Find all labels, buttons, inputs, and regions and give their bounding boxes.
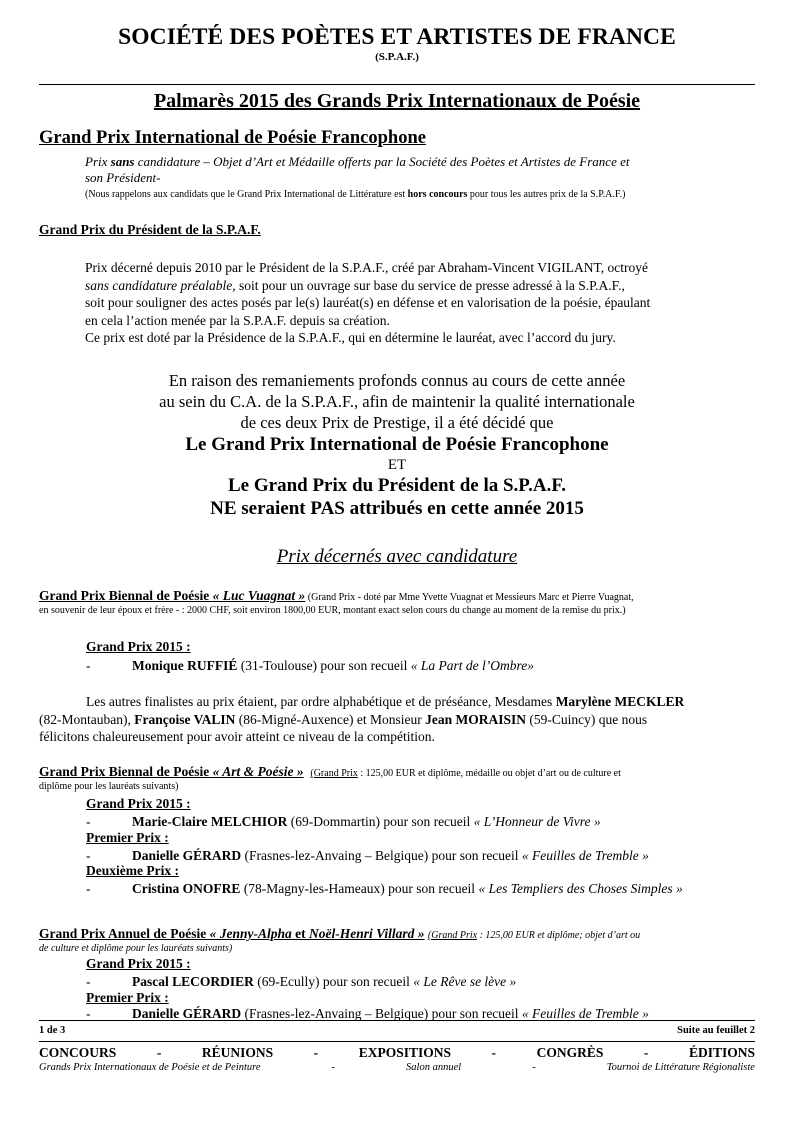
footer-rule-2 bbox=[39, 1041, 755, 1042]
list-dash: - bbox=[86, 881, 91, 896]
winner-location: (69-Dommartin) pour son recueil bbox=[287, 814, 474, 829]
footer-page-row bbox=[39, 1025, 755, 1036]
note-text: (Nous rappelons aux candidats que le Grand Prix International de Littérature est bbox=[85, 189, 408, 200]
announcement-line: de ces deux Prix de Prestige, il a été décidé que bbox=[240, 413, 554, 432]
footer-category: RÉUNIONS bbox=[201, 1045, 274, 1060]
list-dash: - bbox=[86, 658, 91, 673]
winner-name: Danielle GÉRARD bbox=[132, 1006, 242, 1021]
gp-president-paragraph bbox=[85, 259, 755, 347]
footer-category: EXPOSITIONS bbox=[358, 1045, 451, 1060]
winner-name: Danielle GÉRARD bbox=[132, 848, 242, 863]
list-dash: - bbox=[86, 974, 91, 989]
finalists-text: (59-Cuincy) que nous bbox=[525, 711, 648, 727]
footer-subcategories bbox=[39, 1062, 755, 1073]
para-line: Prix décerné depuis 2010 par le Président de la S.P.A.F., créé par Abraham-Vincent VIGILANT, octroyé bbox=[85, 260, 648, 275]
gp-note: (Grand Prix - doté par Mme Yvette Vuagnat et Messieurs Marc et Pierre Vuagnat, bbox=[305, 592, 634, 603]
desc-text: son Président- bbox=[85, 170, 161, 185]
gp-art-poesie-winner-3 bbox=[86, 880, 683, 897]
footer-separator: - bbox=[491, 1045, 497, 1060]
desc-text: Prix bbox=[85, 154, 111, 169]
announcement-et: ET bbox=[387, 457, 407, 473]
gp-vuagnat-winner bbox=[86, 657, 534, 674]
gp-president-title: Grand Prix du Président de la S.P.A.F. bbox=[39, 222, 261, 237]
finalists-text: Les autres finalistes au prix étaient, par ordre alphabétique et de préséance, Mesdames bbox=[86, 694, 556, 709]
footer-separator: - bbox=[643, 1045, 649, 1060]
gp-vuagnat-title bbox=[39, 588, 759, 604]
winner-name: Pascal LECORDIER bbox=[132, 974, 254, 989]
para-line: soit pour souligner des actes posés par le(s) lauréat(s) en défense et en valorisation de la poésie, épaulant bbox=[85, 295, 651, 310]
winner-work: « Feuilles de Tremble » bbox=[521, 1006, 649, 1021]
gp-title-italic: « Art & Poésie » bbox=[212, 764, 304, 779]
announcement-line: En raison des remaniements profonds connus au cours de cette année bbox=[168, 371, 626, 390]
gp-title-text: Grand Prix Annuel de Poésie bbox=[39, 926, 210, 941]
announcement-bold-line: Le Grand Prix International de Poésie Francophone bbox=[185, 434, 609, 455]
gp-note-underlined: (Grand Prix bbox=[310, 768, 358, 779]
footer-categories bbox=[39, 1045, 755, 1061]
gp-note: : 125,00 EUR et diplôme, médaille ou objet d’art ou de culture et bbox=[357, 768, 621, 779]
gp-title-text: Grand Prix Biennal de Poésie bbox=[39, 764, 213, 779]
society-abbreviation: (S.P.A.F.) bbox=[375, 51, 419, 63]
palmares-title: Palmarès 2015 des Grands Prix Internationaux de Poésie bbox=[153, 90, 641, 112]
winner-location: (Frasnes-lez-Anvaing – Belgique) pour son recueil bbox=[241, 1006, 522, 1021]
winner-name: Monique RUFFIÉ bbox=[132, 658, 238, 673]
desc-bold: sans bbox=[110, 154, 135, 169]
prix-decernes-heading: Prix décernés avec candidature bbox=[276, 546, 518, 567]
header-rule bbox=[39, 84, 755, 85]
winner-work: « Le Rêve se lève » bbox=[413, 974, 517, 989]
winner-name: Cristina ONOFRE bbox=[132, 881, 241, 896]
gp-title-italic: Noël-Henri Villard » bbox=[309, 926, 425, 941]
footer-separator: - bbox=[156, 1045, 162, 1060]
note-bold: hors concours bbox=[407, 189, 468, 200]
footer-category: CONGRÈS bbox=[536, 1045, 604, 1060]
winner-location: (69-Ecully) pour son recueil bbox=[253, 974, 414, 989]
footer-category: CONCOURS bbox=[39, 1045, 117, 1060]
gp-art-poesie-title bbox=[39, 764, 759, 780]
para-line: soit pour un ouvrage sur base du service de presse adressé à la S.P.A.F., bbox=[235, 277, 625, 293]
list-dash: - bbox=[86, 848, 91, 863]
footer-separator: - bbox=[532, 1062, 536, 1073]
footer-separator: - bbox=[313, 1045, 319, 1060]
finalist-name: Marylène MECKLER bbox=[555, 694, 685, 709]
winner-work: « Feuilles de Tremble » bbox=[521, 848, 649, 863]
gp-francophone-note bbox=[85, 188, 757, 201]
gp-villard-premier-prix-label: Premier Prix : bbox=[86, 990, 169, 1005]
gp-art-poesie-grand-prix-label: Grand Prix 2015 : bbox=[86, 796, 191, 811]
page-number: 1 de 3 bbox=[39, 1025, 66, 1036]
finalist-name: Françoise VALIN bbox=[134, 711, 236, 727]
winner-name: Marie-Claire MELCHIOR bbox=[132, 814, 288, 829]
note-text: pour tous les autres prix de la S.P.A.F.) bbox=[467, 189, 626, 200]
footer-rule bbox=[39, 1020, 755, 1021]
para-line: Ce prix est doté par la Présidence de la S.P.A.F., qui en détermine le lauréat, avec l’accord du jury. bbox=[85, 330, 616, 345]
announcement-bold-line: NE seraient PAS attribués en cette année 2015 bbox=[210, 498, 584, 519]
winner-work: « La Part de l’Ombre» bbox=[410, 658, 535, 673]
footer-subcategory: Salon annuel bbox=[406, 1062, 462, 1073]
gp-vuagnat-grand-prix-label: Grand Prix 2015 : bbox=[86, 639, 191, 654]
para-line: en cela l’action menée par la S.P.A.F. depuis sa création. bbox=[85, 312, 390, 328]
society-title: SOCIÉTÉ DES POÈTES ET ARTISTES DE FRANCE bbox=[118, 24, 676, 50]
gp-title-text: Grand Prix Biennal de Poésie bbox=[39, 588, 213, 603]
next-page-note: Suite au feuillet 2 bbox=[677, 1025, 755, 1036]
gp-title-text: et bbox=[291, 926, 310, 941]
gp-art-poesie-premier-prix-label: Premier Prix : bbox=[86, 830, 169, 845]
gp-francophone-description bbox=[85, 154, 757, 186]
gp-note: : 125,00 EUR et diplôme; objet d’art ou bbox=[477, 930, 641, 941]
winner-location: (78-Magny-les-Hameaux) pour son recueil bbox=[240, 881, 479, 896]
gp-art-poesie-deuxieme-prix-label: Deuxième Prix : bbox=[86, 863, 179, 878]
gp-villard-winner-1 bbox=[86, 973, 516, 990]
footer-separator: - bbox=[331, 1062, 336, 1073]
gp-title-italic: « Luc Vuagnat » bbox=[212, 588, 306, 603]
announcement-bold-line: Le Grand Prix du Président de la S.P.A.F. bbox=[228, 475, 566, 496]
gp-villard-title bbox=[39, 926, 759, 942]
announcement-block bbox=[39, 370, 755, 520]
desc-text: candidature – Objet d’Art et Médaille offerts par la Société des Poètes et Artistes de France et bbox=[134, 154, 630, 169]
para-italic: sans candidature préalable, bbox=[85, 277, 236, 293]
gp-title-italic: « Jenny-Alpha bbox=[209, 926, 292, 941]
list-dash: - bbox=[86, 814, 91, 829]
gp-francophone-title: Grand Prix International de Poésie Francophone bbox=[39, 128, 426, 148]
finalists-text: félicitons chaleureusement pour avoir atteint ce niveau de la compétition. bbox=[39, 729, 435, 744]
finalists-text: (82-Montauban), bbox=[39, 711, 135, 727]
winner-location: (Frasnes-lez-Anvaing – Belgique) pour son recueil bbox=[241, 848, 522, 863]
finalists-text: (86-Migné-Auxence) et Monsieur bbox=[235, 711, 426, 727]
announcement-line: au sein du C.A. de la S.P.A.F., afin de maintenir la qualité internationale bbox=[159, 392, 635, 411]
gp-art-poesie-winner-2 bbox=[86, 847, 649, 864]
gp-vuagnat-finalists bbox=[39, 693, 755, 746]
winner-location: (31-Toulouse) pour son recueil bbox=[237, 658, 411, 673]
gp-villard-grand-prix-label: Grand Prix 2015 : bbox=[86, 956, 191, 971]
winner-work: « Les Templiers des Choses Simples » bbox=[478, 881, 683, 896]
list-dash: - bbox=[86, 1006, 91, 1021]
gp-note-underlined: (Grand Prix bbox=[427, 930, 478, 941]
footer-category: ÉDITIONS bbox=[688, 1045, 755, 1060]
gp-villard-note: de culture et diplôme pour les lauréats suivants) bbox=[39, 943, 233, 954]
finalist-name: Jean MORAISIN bbox=[425, 711, 526, 727]
footer-subcategory: Tournoi de Littérature Régionaliste bbox=[606, 1062, 755, 1073]
winner-work: « L’Honneur de Vivre » bbox=[473, 814, 601, 829]
footer-subcategory: Grands Prix Internationaux de Poésie et de Peinture bbox=[39, 1062, 261, 1073]
gp-art-poesie-note: diplôme pour les lauréats suivants) bbox=[39, 781, 179, 792]
gp-art-poesie-winner-1 bbox=[86, 813, 601, 830]
gp-vuagnat-note: en souvenir de leur époux et frère - : 2000 CHF, soit environ 1800,00 EUR, montant exact selon cours du change au moment de la remise du prix.) bbox=[39, 605, 626, 616]
